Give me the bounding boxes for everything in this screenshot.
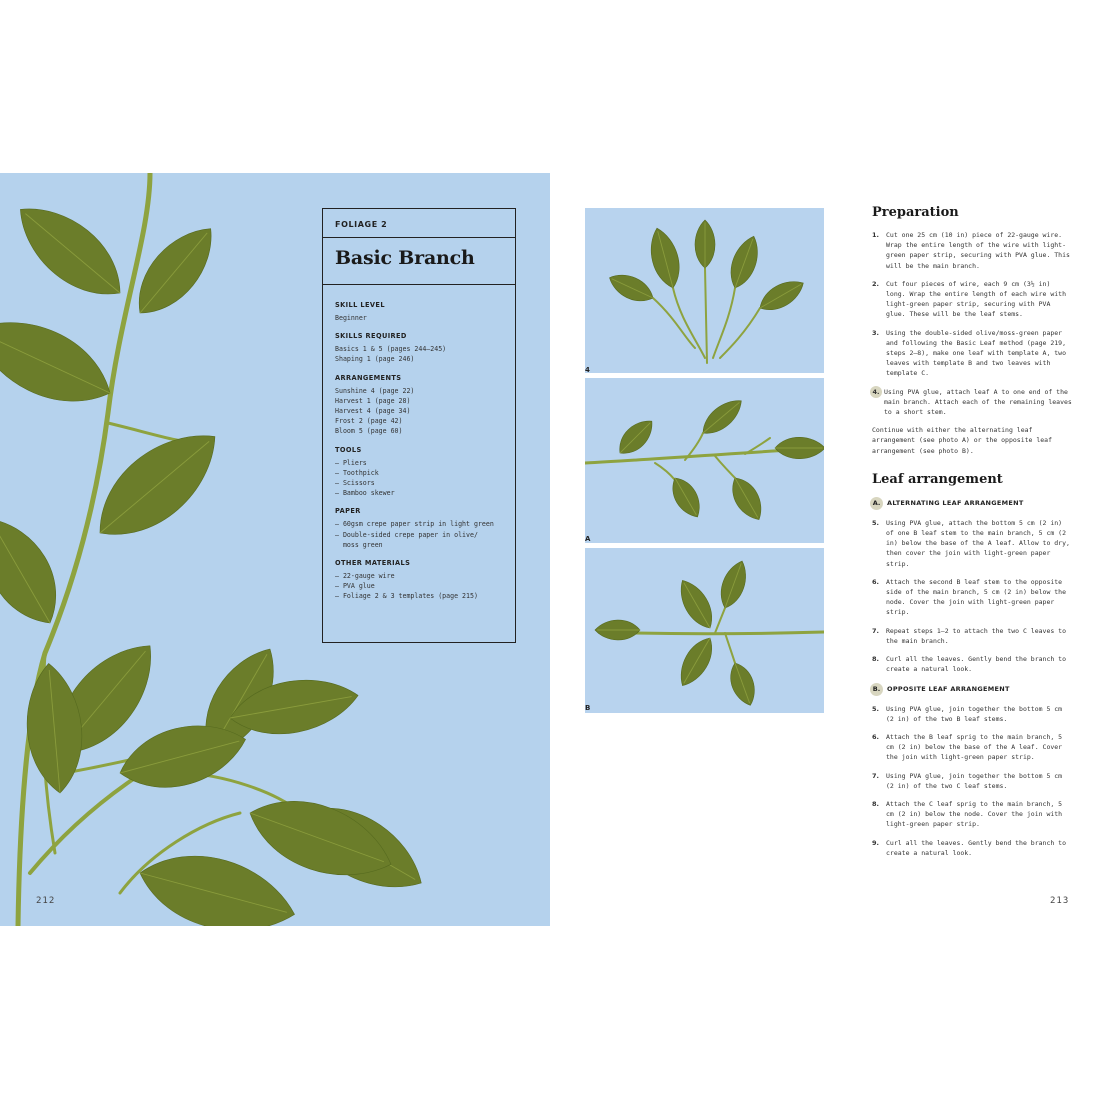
instruction-step xyxy=(872,771,1072,791)
leaf xyxy=(605,268,658,308)
leaf-stem xyxy=(725,633,735,663)
step-number: 6. xyxy=(872,732,879,741)
instruction-step xyxy=(872,387,1072,418)
step-text: Cut one 25 cm (10 in) piece of 22-gauge wire. Wrap the entire length of the wire with light-green paper strip, securing with PVA glue. This will be the main branch. xyxy=(886,231,1070,270)
instruction-step xyxy=(872,626,1072,646)
step-number: 3. xyxy=(872,328,879,337)
info-section-item: Bloom 5 (page 60) xyxy=(335,427,403,436)
project-info-box xyxy=(322,208,516,643)
info-section xyxy=(335,446,507,499)
info-section xyxy=(335,301,507,323)
step-number: 8. xyxy=(872,799,879,808)
step-photo-b xyxy=(585,548,824,713)
info-section xyxy=(335,332,507,364)
step-text: Curl all the leaves. Gently bend the branch to create a natural look. xyxy=(886,655,1067,674)
leaf xyxy=(725,659,760,709)
page-number-left: 212 xyxy=(36,896,56,906)
leaf xyxy=(673,632,720,691)
step-number: 2. xyxy=(872,279,879,288)
leaf xyxy=(775,437,824,458)
info-section-heading: SKILLS REQUIRED xyxy=(335,332,407,341)
step-number: 4. xyxy=(870,386,882,398)
leaf xyxy=(666,473,707,523)
leaf-stem xyxy=(705,268,707,363)
leaf xyxy=(755,274,809,318)
leaf-stem xyxy=(673,288,705,358)
preparation-steps xyxy=(872,230,1072,417)
info-section-heading: TOOLS xyxy=(335,445,362,454)
leaf xyxy=(715,557,752,611)
box-divider xyxy=(323,284,515,285)
leaf xyxy=(595,620,640,640)
main-stem xyxy=(635,632,824,634)
instruction-step xyxy=(872,279,1072,320)
info-section xyxy=(335,374,507,437)
arrangement-note: Continue with either the alternating leaf arrangement (see photo A) or the opposite leaf arrangement (see photo B). xyxy=(872,426,1053,455)
option-label: OPPOSITE LEAF ARRANGEMENT xyxy=(887,685,1010,693)
leaf xyxy=(3,189,137,314)
leaf-stem xyxy=(715,608,725,633)
alternating-steps xyxy=(872,518,1072,675)
info-section-item: Shaping 1 (page 246) xyxy=(335,355,415,364)
project-title: Basic Branch xyxy=(335,247,475,269)
info-section-item: Beginner xyxy=(335,314,367,322)
instruction-step xyxy=(872,328,1072,379)
info-section-heading: ARRANGEMENTS xyxy=(335,373,402,382)
instruction-step xyxy=(872,838,1072,858)
info-section-item: — Foliage 2 & 3 templates (page 215) xyxy=(335,592,478,601)
info-section-item: — Scissors xyxy=(335,479,375,488)
step-number: 7. xyxy=(872,771,879,780)
opposite-steps xyxy=(872,704,1072,858)
info-section-item: — 60gsm crepe paper strip in light green xyxy=(335,520,494,529)
photo-label: 4 xyxy=(585,366,590,374)
info-section-item: — Pliers xyxy=(335,458,367,467)
step-number: 5. xyxy=(872,518,879,527)
box-divider xyxy=(323,237,515,238)
option-label: ALTERNATING LEAF ARRANGEMENT xyxy=(887,499,1024,508)
leaf xyxy=(0,505,75,637)
step-number: 1. xyxy=(872,231,879,239)
step-photo-a xyxy=(585,378,824,543)
step-text: Using PVA glue, attach leaf A to one end of the main branch. Attach each of the remaining leaves to a short stem. xyxy=(884,387,1072,417)
info-section-item: — 22-gauge wire xyxy=(335,572,395,581)
step-number: 6. xyxy=(872,577,879,586)
leaf xyxy=(725,472,769,525)
info-section-item: Frost 2 (page 42) xyxy=(335,417,403,426)
requirements-list xyxy=(335,301,507,611)
step-text: Using PVA glue, attach the bottom 5 cm (2 in) of one B leaf stem to the main branch, 5 cm (2 in) below the base of the A leaf. Allow to dry, then cover the join with light-green paper strip. xyxy=(886,518,1070,568)
info-section-heading: SKILL LEVEL xyxy=(335,301,385,309)
step-number: 8. xyxy=(872,655,879,664)
option-badge: B. xyxy=(870,683,883,696)
page-number-right: 213 xyxy=(1050,896,1070,906)
leaf xyxy=(612,414,659,461)
step-number: 5. xyxy=(872,704,879,713)
info-section-item: Basics 1 & 5 (pages 244–245) xyxy=(335,345,447,354)
photo-label: A xyxy=(585,535,591,543)
leaf xyxy=(123,173,221,183)
step-number: 7. xyxy=(872,626,879,635)
step-text: Attach the second B leaf stem to the opposite side of the main branch, 5 cm (2 in) below the node. Cover the join with light-green paper strip. xyxy=(886,577,1067,617)
step-text: Attach the C leaf sprig to the main branch, 5 cm (2 in) below the node. Cover the join with light-green paper strip. xyxy=(886,799,1063,829)
preparation-heading: Preparation xyxy=(872,205,959,220)
instructions-column xyxy=(872,205,1072,866)
info-section-item: — PVA glue xyxy=(335,582,375,591)
info-section-item: — Double-sided crepe paper in olive/ moss green xyxy=(335,530,478,549)
instruction-step xyxy=(872,230,1072,271)
step-number: 9. xyxy=(872,838,879,847)
info-section-item: Harvest 4 (page 34) xyxy=(335,407,411,416)
leaf xyxy=(695,220,715,268)
info-section-item: — Toothpick xyxy=(335,468,379,477)
info-section-item: — Bamboo skewer xyxy=(335,489,395,498)
leaf-stem xyxy=(720,308,760,358)
info-section-heading: PAPER xyxy=(335,507,361,516)
instruction-step xyxy=(872,577,1072,618)
step-text: Cut four pieces of wire, each 9 cm (3½ in) long. Wrap the entire length of each wire with light-green paper strip, securing with PVA glue. These will be the leaf stems. xyxy=(886,279,1067,319)
info-section-item: Harvest 1 (page 28) xyxy=(335,396,411,405)
step-photo-4 xyxy=(585,208,824,373)
info-section xyxy=(335,559,507,602)
leaf xyxy=(0,301,124,423)
step-text: Curl all the leaves. Gently bend the branch to create a natural look. xyxy=(886,838,1067,857)
instruction-step xyxy=(872,799,1072,830)
instruction-step xyxy=(872,518,1072,569)
leaf xyxy=(724,232,764,291)
step-text: Using the double-sided olive/moss-green paper and following the Basic Leaf method (page 219, steps 2–8), make one leaf with template A, two leaves with template B and two leaves with template C. xyxy=(886,328,1067,378)
option-badge: A. xyxy=(870,497,883,510)
leaf-stem xyxy=(713,288,735,358)
info-section-item: Sunshine 4 (page 22) xyxy=(335,386,415,395)
leaf xyxy=(697,393,748,440)
info-section xyxy=(335,507,507,550)
leaf-stem xyxy=(655,463,675,480)
leaf xyxy=(131,840,303,926)
leaf xyxy=(673,575,720,634)
info-section-heading: OTHER MATERIALS xyxy=(335,559,411,568)
instruction-step xyxy=(872,654,1072,674)
leaf-stem xyxy=(653,298,695,348)
step-text: Repeat steps 1–2 to attach the two C leaves to the main branch. xyxy=(886,626,1067,645)
leaf xyxy=(22,661,87,795)
opposite-subheading xyxy=(870,683,1072,696)
instruction-step xyxy=(872,732,1072,763)
instruction-step xyxy=(872,704,1072,724)
alternating-subheading xyxy=(870,497,1072,510)
step-text: Using PVA glue, join together the bottom 5 cm (2 in) of the two C leaf stems. xyxy=(886,771,1063,790)
category-kicker: FOLIAGE 2 xyxy=(335,220,388,229)
step-text: Attach the B leaf sprig to the main branch, 5 cm (2 in) below the base of the A leaf. Cover the join with light-green paper strip. xyxy=(886,732,1063,762)
leaf-arrangement-heading: Leaf arrangement xyxy=(872,471,1003,487)
leaf xyxy=(645,225,686,292)
step-text: Using PVA glue, join together the bottom 5 cm (2 in) of the two B leaf stems. xyxy=(886,704,1063,723)
photo-label: B xyxy=(585,704,591,712)
leaf xyxy=(123,214,229,328)
